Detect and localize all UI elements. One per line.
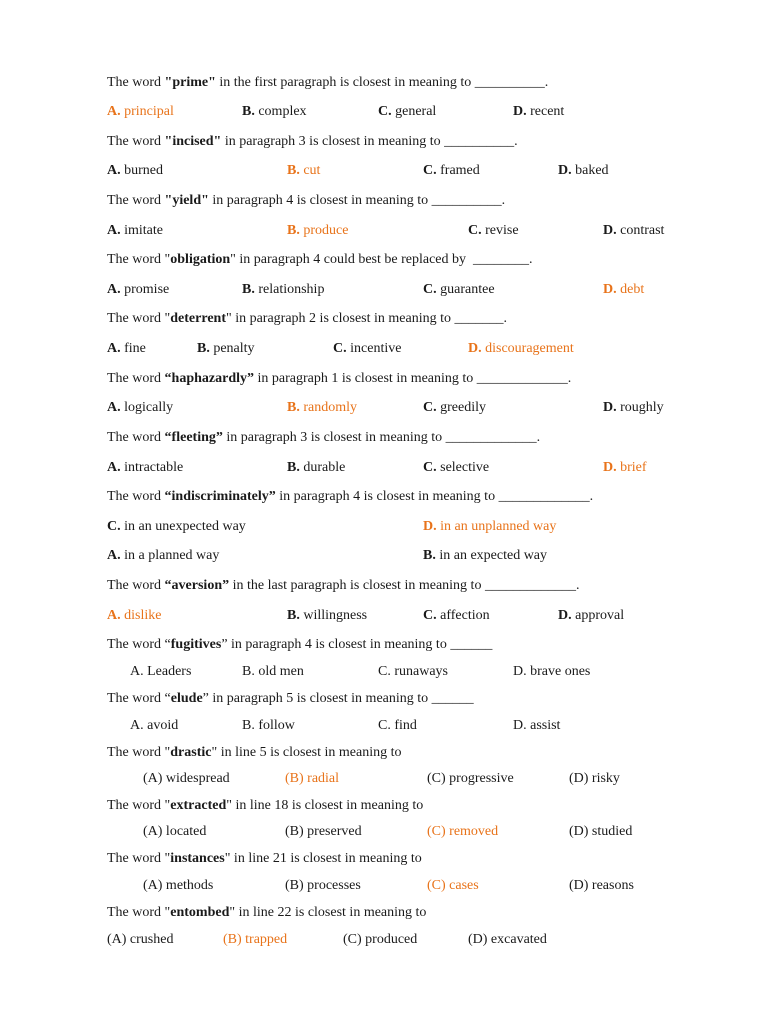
option-text: (C) cases	[427, 878, 479, 893]
question-target-word: "prime"	[164, 75, 216, 90]
option-text: (D) studied	[569, 824, 633, 839]
option-text: incentive	[350, 341, 402, 356]
question-stem	[107, 75, 548, 91]
option-letter: D.	[603, 223, 621, 238]
answer-option[interactable]	[423, 400, 486, 416]
answer-option[interactable]	[423, 460, 489, 476]
answer-option[interactable]	[143, 824, 206, 840]
option-letter: B.	[197, 341, 214, 356]
option-letter: B.	[287, 608, 304, 623]
option-letter: A.	[107, 548, 125, 563]
option-text: fine	[124, 341, 146, 356]
answer-option-correct[interactable]	[423, 519, 556, 535]
answer-option[interactable]	[107, 282, 169, 298]
option-text: in an expected way	[439, 548, 548, 563]
option-letter: C.	[468, 223, 486, 238]
question-text-before: The word	[107, 371, 165, 386]
option-text: baked	[575, 163, 609, 178]
question-target-word: elude	[170, 691, 203, 706]
question-text-before: The word	[107, 75, 165, 90]
answer-option[interactable]	[143, 771, 230, 787]
question-text-after: " in line 21 is closest in meaning to	[224, 851, 422, 866]
answer-option-correct[interactable]	[285, 771, 339, 787]
answer-option[interactable]	[513, 718, 560, 734]
question-stem	[107, 691, 474, 707]
answer-option[interactable]	[285, 824, 362, 840]
option-letter: C.	[423, 608, 441, 623]
option-text: affection	[440, 608, 490, 623]
option-text: approval	[575, 608, 625, 623]
answer-option[interactable]	[423, 548, 547, 564]
option-letter: D.	[603, 460, 621, 475]
option-letter: C.	[333, 341, 351, 356]
answer-option[interactable]	[107, 163, 163, 179]
question-target-word: fugitives	[170, 637, 222, 652]
option-text: guarantee	[440, 282, 495, 297]
option-text: relationship	[258, 282, 325, 297]
answer-option-correct[interactable]	[107, 608, 161, 624]
question-stem	[107, 489, 593, 505]
question-target-word: entombed	[170, 905, 230, 920]
option-text: A. Leaders	[130, 664, 192, 679]
question-text-after: in paragraph 4 is closest in meaning to __________.	[208, 193, 506, 208]
option-letter: A.	[107, 282, 125, 297]
question-target-word: “indiscriminately”	[164, 489, 276, 504]
option-text: C. find	[378, 718, 417, 733]
question-target-word: "yield"	[164, 193, 209, 208]
option-text: C. runaways	[378, 664, 448, 679]
option-text: durable	[303, 460, 346, 475]
option-text: logically	[124, 400, 174, 415]
answer-option[interactable]	[287, 460, 345, 476]
option-letter: A.	[107, 400, 125, 415]
option-text: principal	[124, 104, 174, 119]
answer-option-correct[interactable]	[287, 163, 320, 179]
answer-option[interactable]	[107, 519, 246, 535]
answer-option-correct[interactable]	[223, 932, 287, 948]
option-letter: A.	[107, 163, 125, 178]
question-stem	[107, 193, 505, 209]
answer-option[interactable]	[107, 400, 173, 416]
option-letter: C.	[423, 460, 441, 475]
option-text: dislike	[124, 608, 162, 623]
answer-option[interactable]	[569, 771, 620, 787]
option-text: brief	[620, 460, 647, 475]
option-text: in an unplanned way	[440, 519, 557, 534]
answer-option[interactable]	[558, 163, 609, 179]
answer-option[interactable]	[378, 664, 448, 680]
question-stem	[107, 252, 533, 268]
option-text: (C) progressive	[427, 771, 514, 786]
option-text: B. follow	[242, 718, 295, 733]
option-letter: A.	[107, 223, 125, 238]
question-text-after: " in line 18 is closest in meaning to	[226, 798, 424, 813]
question-text-after: in paragraph 1 is closest in meaning to _____________.	[254, 371, 572, 386]
question-stem	[107, 905, 426, 921]
question-text-after: in the last paragraph is closest in meaning to _____________.	[229, 578, 580, 593]
answer-option-correct[interactable]	[603, 282, 644, 298]
answer-option-correct[interactable]	[468, 341, 574, 357]
answer-option-correct[interactable]	[107, 104, 174, 120]
answer-option[interactable]	[287, 608, 367, 624]
answer-option[interactable]	[423, 608, 490, 624]
option-letter: D.	[468, 341, 486, 356]
question-text-before: The word "	[107, 252, 171, 267]
option-text: general	[395, 104, 437, 119]
question-text-before: The word	[107, 430, 165, 445]
answer-option[interactable]	[378, 104, 436, 120]
option-letter: D.	[603, 400, 621, 415]
question-text-before: The word “	[107, 691, 171, 706]
question-target-word: “haphazardly”	[164, 371, 255, 386]
question-target-word: instances	[170, 851, 225, 866]
option-text: recent	[530, 104, 565, 119]
option-letter: B.	[423, 548, 440, 563]
answer-option[interactable]	[427, 771, 514, 787]
option-text: (B) radial	[285, 771, 340, 786]
answer-option[interactable]	[242, 104, 307, 120]
question-stem	[107, 578, 579, 594]
option-letter: C.	[378, 104, 396, 119]
option-text: (C) produced	[343, 932, 418, 947]
question-text-after: in the first paragraph is closest in meaning to __________.	[215, 75, 549, 90]
answer-option[interactable]	[107, 341, 146, 357]
option-text: (B) trapped	[223, 932, 288, 947]
option-text: greedily	[440, 400, 486, 415]
option-letter: B.	[242, 282, 259, 297]
question-text-before: The word "	[107, 745, 171, 760]
question-stem	[107, 851, 422, 867]
answer-option[interactable]	[603, 223, 664, 239]
option-text: burned	[124, 163, 164, 178]
question-text-after: ” in paragraph 4 is closest in meaning to ______	[221, 637, 493, 652]
question-target-word: extracted	[170, 798, 227, 813]
option-letter: C.	[107, 519, 125, 534]
answer-option[interactable]	[143, 878, 213, 894]
answer-option[interactable]	[107, 223, 163, 239]
option-letter: C.	[423, 163, 441, 178]
question-stem	[107, 371, 571, 387]
answer-option[interactable]	[107, 932, 173, 948]
option-letter: C.	[423, 282, 441, 297]
option-text: D. brave ones	[513, 664, 591, 679]
option-text: revise	[485, 223, 519, 238]
option-text: (A) crushed	[107, 932, 174, 947]
answer-option[interactable]	[242, 718, 295, 734]
answer-option[interactable]	[197, 341, 255, 357]
answer-option[interactable]	[333, 341, 401, 357]
question-target-word: “fleeting”	[164, 430, 223, 445]
question-target-word: “aversion”	[164, 578, 230, 593]
answer-option[interactable]	[285, 878, 361, 894]
answer-option[interactable]	[569, 824, 632, 840]
option-text: debt	[620, 282, 645, 297]
answer-option[interactable]	[423, 282, 495, 298]
answer-option-correct[interactable]	[427, 824, 498, 840]
option-text: intractable	[124, 460, 184, 475]
option-text: (B) preserved	[285, 824, 362, 839]
answer-option[interactable]	[130, 718, 178, 734]
answer-option[interactable]	[242, 664, 304, 680]
question-text-before: The word	[107, 489, 165, 504]
option-text: selective	[440, 460, 490, 475]
question-stem	[107, 311, 507, 327]
option-text: produce	[303, 223, 349, 238]
question-text-after: " in paragraph 2 is closest in meaning to _______.	[225, 311, 507, 326]
question-stem	[107, 798, 423, 814]
answer-option-correct[interactable]	[287, 400, 357, 416]
option-letter: D.	[558, 163, 576, 178]
answer-option-correct[interactable]	[427, 878, 479, 894]
question-text-after: in paragraph 4 is closest in meaning to _____________.	[275, 489, 594, 504]
option-text: (A) located	[143, 824, 207, 839]
option-text: imitate	[124, 223, 164, 238]
question-target-word: deterrent	[170, 311, 226, 326]
option-text: D. assist	[513, 718, 561, 733]
option-letter: D.	[558, 608, 576, 623]
option-text: (D) reasons	[569, 878, 634, 893]
option-letter: B.	[287, 223, 304, 238]
option-letter: B.	[287, 460, 304, 475]
option-text: A. avoid	[130, 718, 179, 733]
question-text-after: " in paragraph 4 could best be replaced by ________.	[230, 252, 533, 267]
option-text: (A) widespread	[143, 771, 230, 786]
option-text: B. old men	[242, 664, 304, 679]
answer-option[interactable]	[242, 282, 324, 298]
option-letter: A.	[107, 460, 125, 475]
question-text-after: in paragraph 3 is closest in meaning to __________.	[221, 134, 518, 149]
answer-option[interactable]	[468, 223, 519, 239]
question-target-word: "incised"	[164, 134, 222, 149]
answer-option[interactable]	[130, 664, 191, 680]
question-text-before: The word	[107, 193, 165, 208]
answer-option[interactable]	[107, 460, 183, 476]
option-text: (C) removed	[427, 824, 499, 839]
option-text: contrast	[620, 223, 665, 238]
option-letter: D.	[423, 519, 441, 534]
option-text: complex	[258, 104, 307, 119]
answer-option[interactable]	[513, 104, 564, 120]
option-letter: C.	[423, 400, 441, 415]
option-text: roughly	[620, 400, 664, 415]
option-letter: B.	[287, 400, 304, 415]
question-text-before: The word “	[107, 637, 171, 652]
question-text-before: The word "	[107, 798, 171, 813]
option-letter: D.	[513, 104, 531, 119]
question-text-after: " in line 22 is closest in meaning to	[229, 905, 427, 920]
option-letter: B.	[287, 163, 304, 178]
option-text: willingness	[303, 608, 368, 623]
answer-option[interactable]	[468, 932, 547, 948]
answer-option[interactable]	[603, 400, 664, 416]
answer-option-correct[interactable]	[603, 460, 647, 476]
question-text-before: The word "	[107, 311, 171, 326]
option-text: cut	[303, 163, 321, 178]
answer-option-correct[interactable]	[287, 223, 348, 239]
question-target-word: drastic	[170, 745, 212, 760]
question-text-before: The word	[107, 578, 165, 593]
question-text-before: The word "	[107, 851, 171, 866]
answer-option[interactable]	[513, 664, 590, 680]
question-text-after: in paragraph 3 is closest in meaning to _____________.	[222, 430, 541, 445]
answer-option[interactable]	[107, 548, 219, 564]
option-text: (A) methods	[143, 878, 214, 893]
option-letter: A.	[107, 341, 125, 356]
option-text: (D) excavated	[468, 932, 547, 947]
question-target-word: obligation	[170, 252, 231, 267]
option-text: in an unexpected way	[124, 519, 246, 534]
option-text: discouragement	[485, 341, 574, 356]
question-text-before: The word "	[107, 905, 171, 920]
answer-option[interactable]	[569, 878, 634, 894]
option-text: penalty	[213, 341, 255, 356]
option-letter: A.	[107, 104, 125, 119]
question-stem	[107, 637, 492, 653]
question-text-before: The word	[107, 134, 165, 149]
option-text: randomly	[303, 400, 357, 415]
question-stem	[107, 430, 540, 446]
question-text-after: " in line 5 is closest in meaning to	[211, 745, 402, 760]
option-text: (D) risky	[569, 771, 620, 786]
answer-option[interactable]	[378, 718, 417, 734]
answer-option[interactable]	[343, 932, 417, 948]
option-text: promise	[124, 282, 170, 297]
option-text: framed	[440, 163, 480, 178]
option-letter: B.	[242, 104, 259, 119]
option-letter: A.	[107, 608, 125, 623]
question-stem	[107, 134, 518, 150]
question-text-after: ” in paragraph 5 is closest in meaning to ______	[202, 691, 474, 706]
answer-option[interactable]	[558, 608, 624, 624]
answer-option[interactable]	[423, 163, 480, 179]
option-text: in a planned way	[124, 548, 220, 563]
option-letter: D.	[603, 282, 621, 297]
option-text: (B) processes	[285, 878, 361, 893]
question-stem	[107, 745, 402, 761]
